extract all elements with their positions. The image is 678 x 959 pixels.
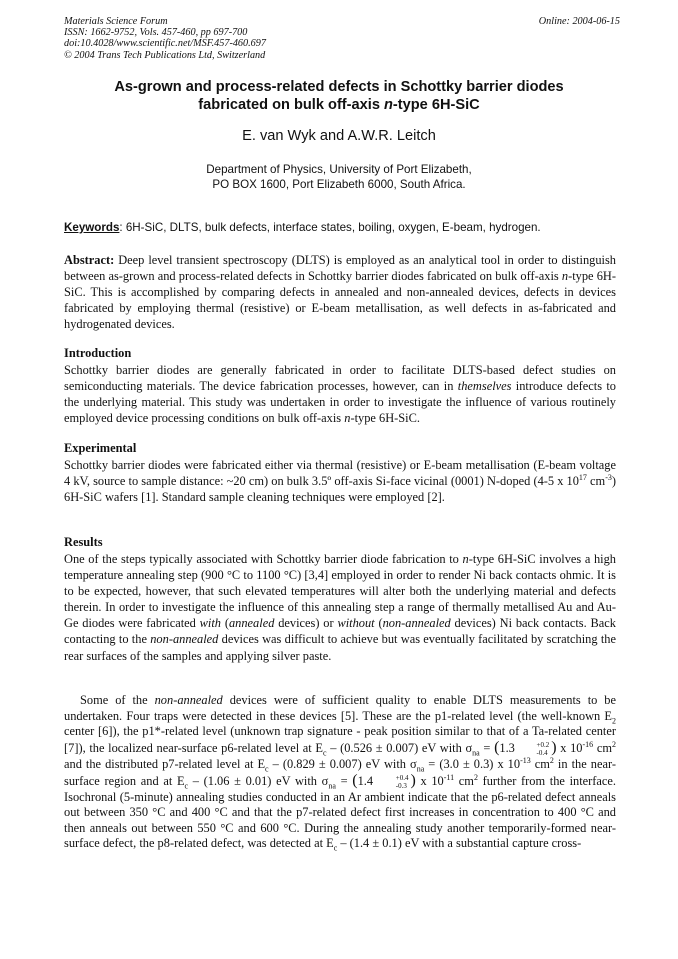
issn-line: ISSN: 1662-9752, Vols. 457-460, pp 697-700 [64, 27, 248, 39]
affiliation-line-1: Department of Physics, University of Port Elizabeth, [206, 163, 472, 176]
keywords-label: Keywords [64, 221, 120, 234]
journal-name: Materials Science Forum [64, 16, 168, 27]
introduction-heading: Introduction [64, 346, 132, 360]
paper-title [40, 78, 638, 114]
title-line-2: fabricated on bulk off-axis n-type 6H-SiC [198, 97, 480, 113]
journal-header [64, 16, 266, 61]
results-heading: Results [64, 535, 103, 549]
doi-line[interactable]: doi:10.4028/www.scientific.net/MSF.457-460.697 [64, 38, 266, 50]
introduction-paragraph: Schottky barrier diodes are generally fabricated in order to facilitate DLTS-based defect studies on semiconducting materials. The device fabrication processes, however, can in themselves introduce defects to the underlying material. This study was undertaken in order to investigate the influence of various routinely employed device processing conditions on bulk off-axis n-type 6H-SiC. [64, 363, 616, 426]
experimental-paragraph: Schottky barrier diodes were fabricated either via thermal (resistive) or E-beam metallisation (E-beam voltage 4 kV, source to sample distance: ~20 cm) on bulk 3.5º off-axis Si-face vicinal (0001) N-doped (4-5 x $10^{17}$ $cm^{-3}$) 6H-SiC wafers [1]. Standard sample cleaning techniques were employed [2]. [64, 458, 616, 505]
results-paragraph-2: Some of the non-annealed devices were of sufficient quality to enable DLTS measurements to be undertaken. Four traps were detected in these devices [5]. These are the p1-related level (the well-known $E_2$ center [6]), the p1*-related level (unknown trap signature - peak position similar to that of a Ta-related center [7]), the localized near-surface p6-related level at $E_c - (0.526 \pm 0.007)$ eV with $\sigma_{na} = (1.3$ +0.2 -0.4 ) x $10^{-16}$ $cm^2$ and the distributed p7-related level at $E_c - (0.829 \pm 0.007)$ eV with $\sigma_{na} = (3.0 \pm 0.3)$ x $10^{-13}$ $cm^2$ in the near-surface region and at $E_c - (1.06 \pm 0.01)$ eV with $\sigma_{na} = (1.4$ +0.4 -0.3 ) x $10^{-11}$ $cm^2$ further from the interface. Isochronal (5-minute) annealing studies conducted in an Ar ambient indicate that the p6-related defect anneals out between 350 °C and 400 °C and that the p7-related defect first increases in concentration to 400 °C and then anneals out between 550 °C and 600 °C. During the annealing study another temporarily-formed near-surface defect, the p8-related defect, was detected at $E_c - (1.4 \pm 0.1)$ eV with a substantial capture cross- [64, 693, 616, 853]
affiliation [40, 163, 638, 192]
online-date: Online: 2004-06-15 [538, 16, 620, 27]
affiliation-line-2: PO BOX 1600, Port Elizabeth 6000, South Africa. [212, 177, 466, 191]
keywords [64, 221, 616, 234]
authors: E. van Wyk and A.W.R. Leitch [242, 128, 436, 144]
keywords-list: : 6H-SiC, DLTS, bulk defects, interface states, boiling, oxygen, E-beam, hydrogen. [119, 221, 541, 234]
experimental-heading: Experimental [64, 441, 137, 455]
abstract-label: Abstract: [64, 253, 115, 267]
title-line-1: As-grown and process-related defects in Schottky barrier diodes [114, 79, 564, 95]
copyright-line: © 2004 Trans Tech Publications Ltd, Switzerland [64, 49, 266, 61]
results-paragraph-1: One of the steps typically associated with Schottky barrier diode fabrication to n-type 6H-SiC involves a high temperature annealing step (900 °C to 1100 °C) [3,4] employed in order to render Ni back contacts ohmic. It is to be expected, however, that such elevated temperatures will alter both the underlying material and defects therein. In order to investigate the influence of this annealing step a range of thermally metallised Au and Au-Ge diodes were fabricated with (annealed devices) or without (non-annealed devices) Ni back contacts. Back contacting to the non-annealed devices was difficult to achieve but was eventually facilitated by scratching the rear surfaces of the samples and applying silver paste. [64, 552, 616, 663]
abstract: Abstract: Deep level transient spectroscopy (DLTS) is employed as an analytical tool in order to distinguish between as-grown and process-related defects in Schottky barrier diodes fabricated on bulk off-axis n-type 6H-SiC. This is accomplished by comparing defects in annealed and non-annealed devices, defects in devices fabricated by employing thermal (resistive) or E-beam metallisation, as well defects in as-fabricated and hydrogenated devices. [64, 253, 616, 332]
